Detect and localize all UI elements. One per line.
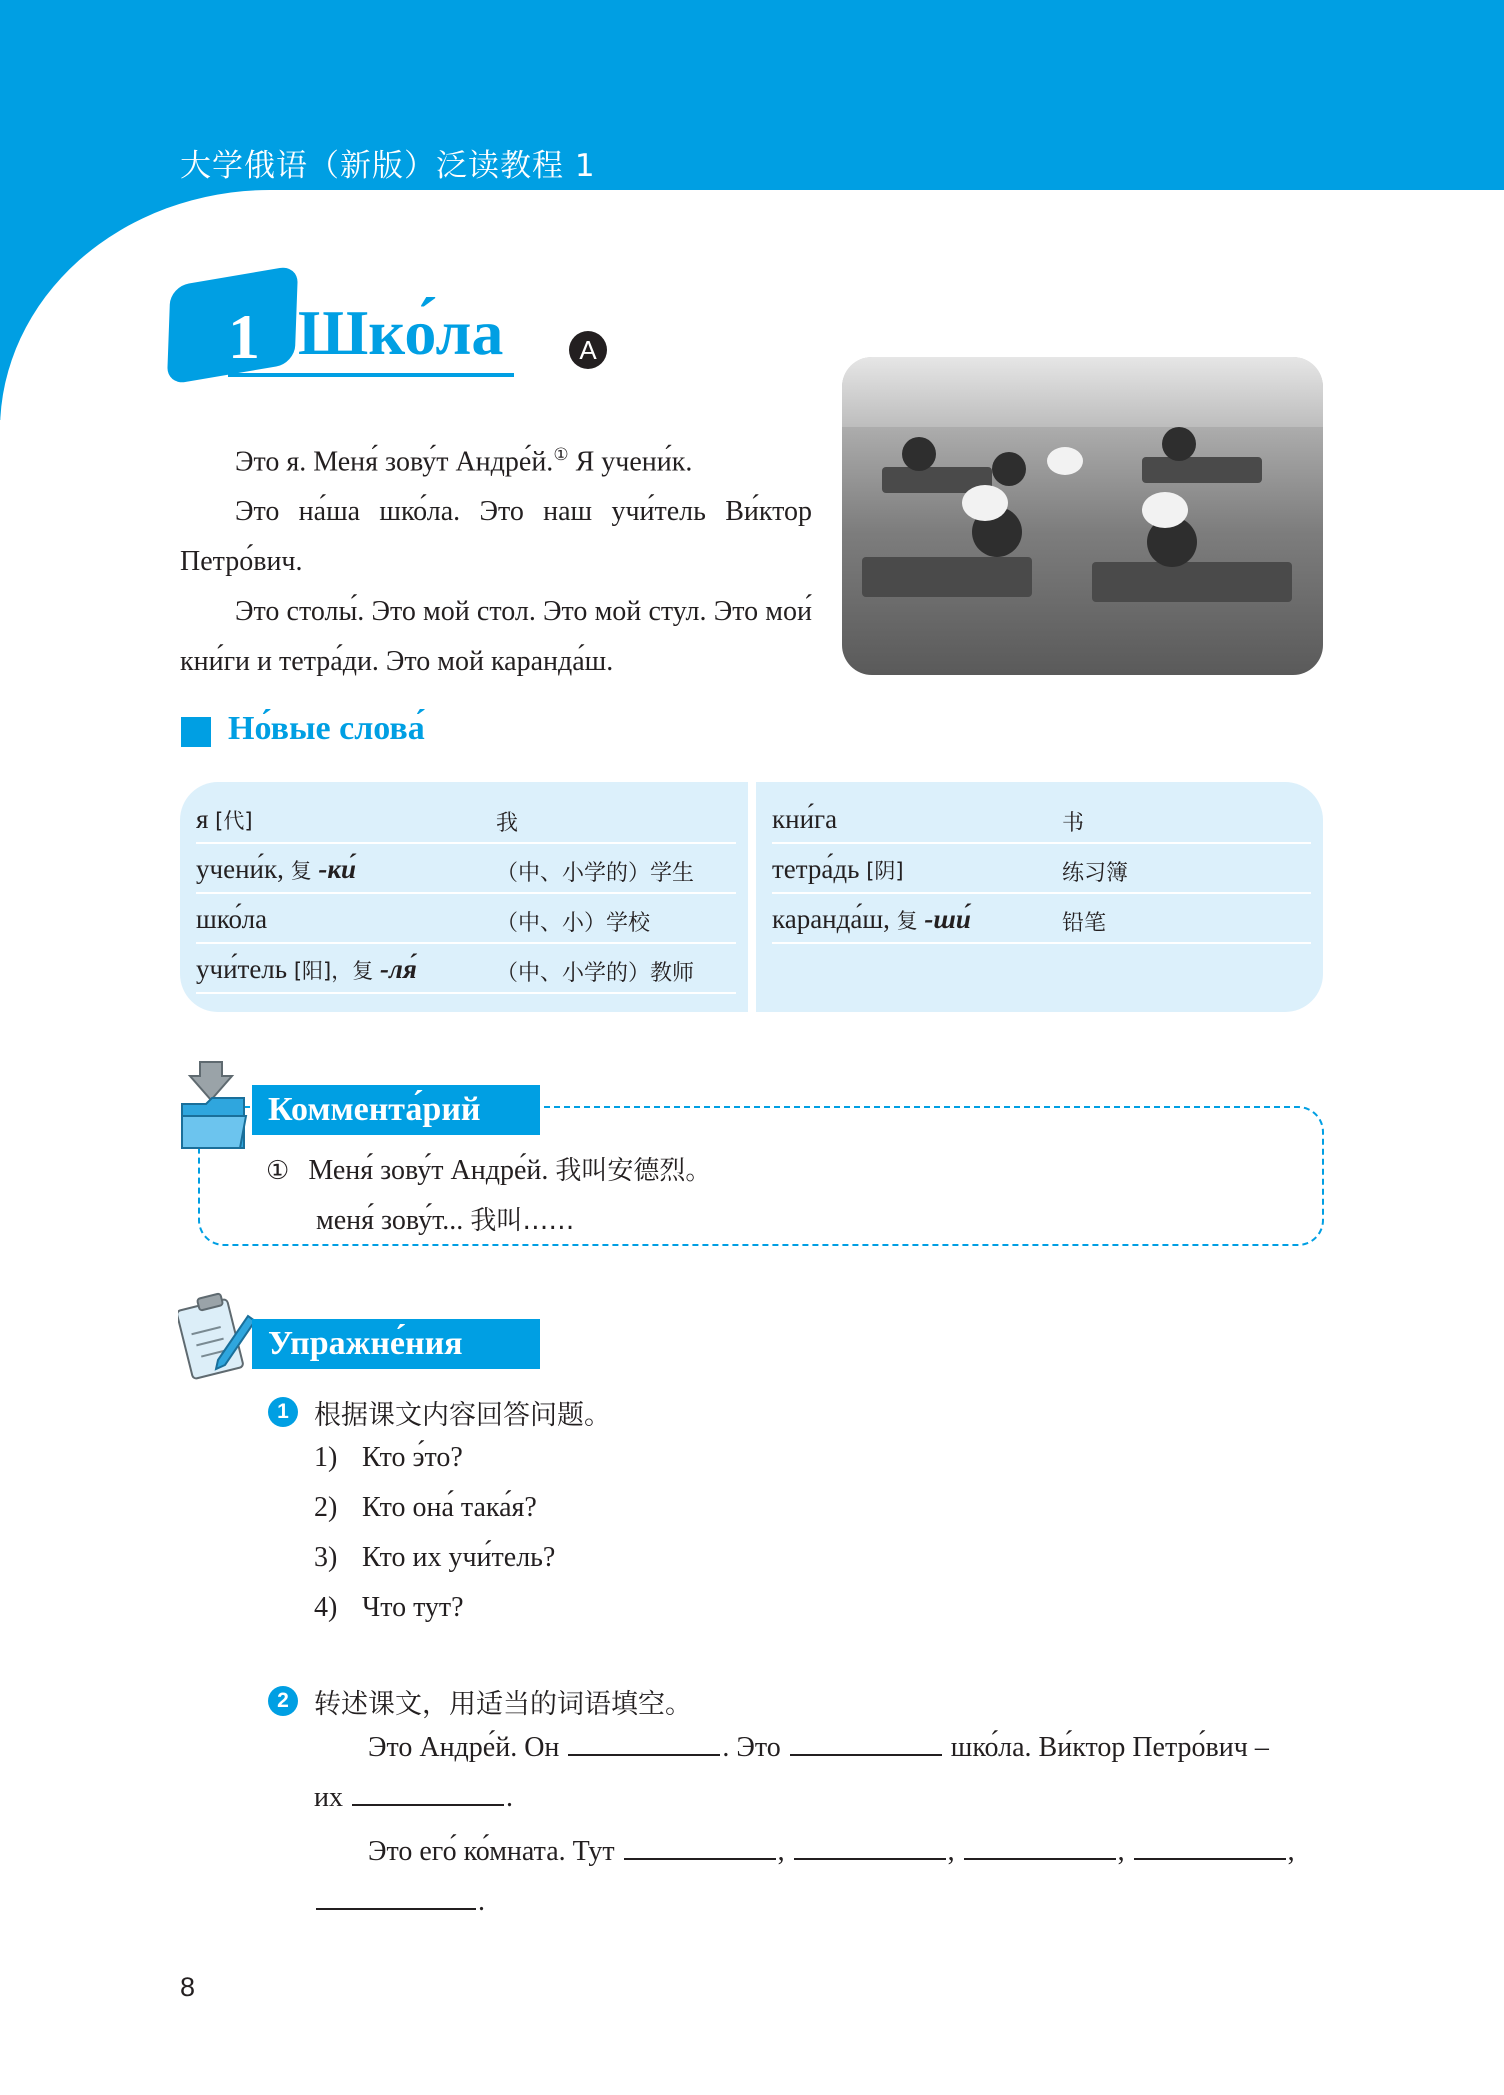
vocab-word: учи́тель [阳]，复 -ля́ (196, 954, 417, 984)
clipboard-icon (178, 1290, 258, 1382)
text-paragraph (180, 430, 812, 487)
vocab-word: шко́ла (196, 904, 268, 934)
vocab-word: тетра́дь [阴] (772, 854, 904, 884)
page-number: 8 (180, 1972, 196, 2002)
vocab-translation: 我 (496, 811, 519, 836)
lesson-number: 1 (228, 301, 260, 372)
photo-bow (1142, 492, 1188, 528)
fill-in-line: их . (314, 1782, 513, 1813)
vocab-word: я [代] (196, 804, 253, 834)
vocab-row (772, 896, 1311, 944)
vocab-row (196, 896, 736, 944)
blank-field[interactable] (352, 1804, 504, 1806)
photo-desk (1092, 562, 1292, 602)
commentary-line: меня́ зову́т... 我叫…… (316, 1205, 575, 1236)
blank-field[interactable] (568, 1754, 720, 1756)
vocab-row (196, 846, 736, 894)
vocab-word: каранда́ш, 复 -ши́ (772, 904, 971, 934)
lesson-text (180, 430, 812, 687)
vocab-translation: 书 (1062, 811, 1085, 836)
question-item: 1) Кто э́то? (314, 1442, 463, 1473)
section-square-icon (181, 717, 211, 747)
photo-bow (962, 485, 1008, 521)
photo-child (902, 437, 936, 471)
vocab-row (196, 946, 736, 994)
blank-field[interactable] (794, 1858, 946, 1860)
footnote-marker[interactable]: ① (553, 445, 569, 464)
vocabulary-panel-right (756, 782, 1323, 1012)
question-item: 3) Кто их учи́тель? (314, 1542, 556, 1573)
blank-field[interactable] (964, 1858, 1116, 1860)
exercises-label: Упражне́ния (252, 1319, 540, 1369)
vocab-row (196, 796, 736, 844)
commentary-marker: ① (266, 1156, 290, 1186)
vocab-row (772, 796, 1311, 844)
exercise-number: 2 (268, 1686, 298, 1716)
vocab-translation: （中、小学的）学生 (496, 861, 695, 886)
fill-in-line: Это его́ ко́мната. Тут , , , , (368, 1836, 1295, 1867)
question-item: 2) Кто она́ така́я? (314, 1492, 537, 1523)
folder-icon (178, 1058, 250, 1154)
commentary-line: ① Меня́ зову́т Андре́й. 我叫安德烈。 (266, 1155, 712, 1186)
classroom-photo (842, 357, 1323, 675)
question-item: 4) Что тут? (314, 1592, 464, 1623)
photo-child (1162, 427, 1196, 461)
vocab-row (772, 846, 1311, 894)
commentary-label: Коммента́рий (252, 1085, 540, 1135)
vocab-translation: （中、小）学校 (496, 911, 651, 936)
exercise-instruction: 根据课文内容回答问题。 (314, 1400, 611, 1431)
vocab-translation: （中、小学的）教师 (496, 961, 695, 986)
new-words-heading: Но́вые слова́ (228, 710, 425, 747)
text-paragraph: Это на́ша шко́ла. Это наш учи́тель Ви́ктор Петро́вич. (180, 496, 812, 578)
text-sentence: Я учени́к. (568, 446, 693, 478)
vocab-translation: 练习簿 (1062, 861, 1129, 886)
photo-child (992, 452, 1026, 486)
photo-bow (1047, 447, 1083, 475)
blank-field[interactable] (624, 1858, 776, 1860)
blank-field[interactable] (316, 1908, 476, 1910)
vocab-word: учени́к, 复 -ки́ (196, 854, 357, 884)
photo-desk (862, 557, 1032, 597)
text-sentence: Это я. Меня́ зову́т Андре́й. (235, 446, 554, 478)
fill-in-line: . (314, 1886, 485, 1918)
title-underline (228, 373, 514, 377)
blank-field[interactable] (1134, 1858, 1286, 1860)
lesson-title: Шко́ла (298, 297, 504, 368)
blank-field[interactable] (790, 1754, 942, 1756)
text-paragraph: Это столы́. Это мой стол. Это мой стул. Это мои́ кни́ги и тетра́ди. Это мой каранда́ш. (180, 596, 812, 678)
vocab-word: кни́га (772, 804, 838, 834)
exercise-number: 1 (268, 1397, 298, 1427)
exercise-instruction: 转述课文，用适当的词语填空。 (314, 1689, 692, 1720)
vocab-translation: 铅笔 (1062, 911, 1107, 936)
book-title: 大学俄语（新版）泛读教程 1 (180, 148, 596, 184)
vocabulary-panel-left (180, 782, 748, 1012)
photo-desk (1142, 457, 1262, 483)
level-marker: A (569, 331, 607, 369)
fill-in-line: Это Андре́й. Он . Это шко́ла. Ви́ктор Петро́вич – (368, 1732, 1269, 1763)
photo-wall (842, 357, 1323, 427)
